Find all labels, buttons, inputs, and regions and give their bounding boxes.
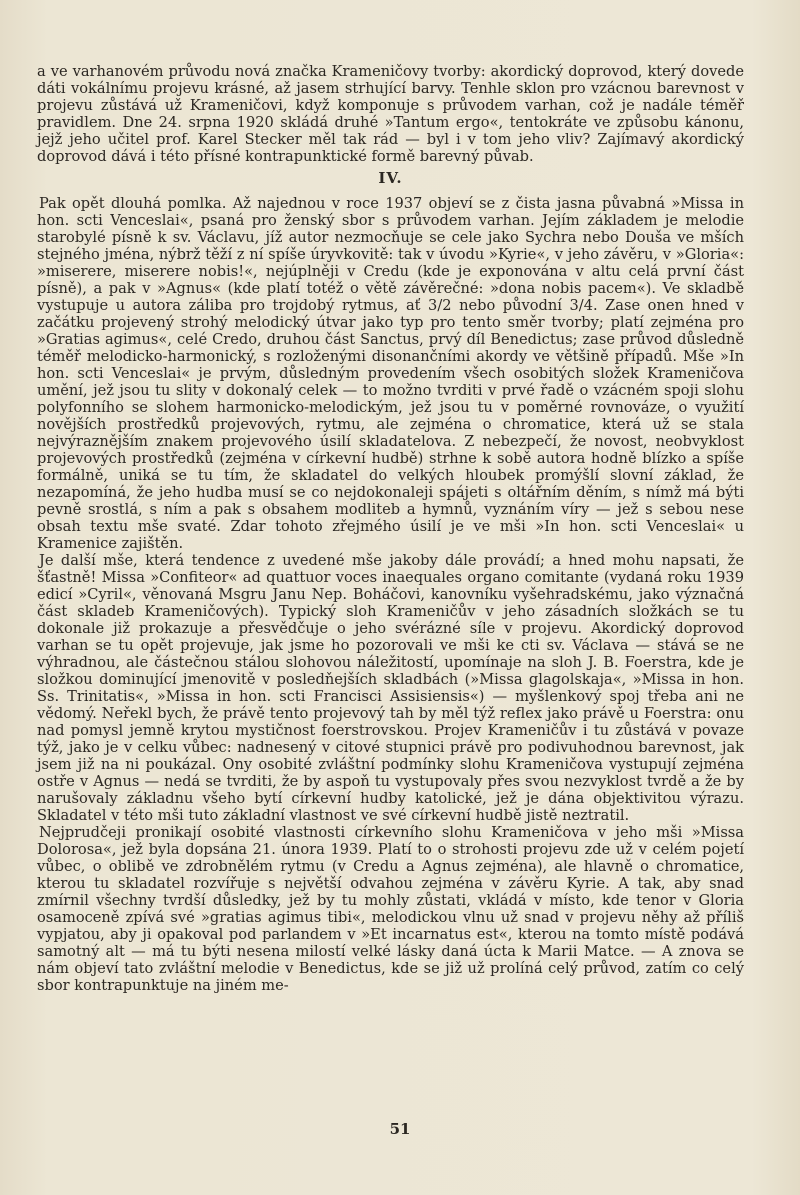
section-heading: IV. <box>378 169 403 187</box>
text-column <box>37 63 744 994</box>
paragraph-3: Je další mše, která tendence z uvedené mše jakoby dále provádí; a hned mohu napsati, že šťastně! Missa »Confiteor« ad quattuor voces inaequales organo comitante (vydaná roku 1939 edicí »Cyril«, věnovaná Msgru Janu Nep. Boháčovi, kanovníku vyšehradskému, jako význačná část skladeb Krameničových). Typický sloh Krameničův v jeho zásadních složkách se tu dokonale již prokazuje a přesvědčuje o jeho svérázné síle v projevu. Akordický doprovod varhan se tu opět projevuje, jak jsme ho pozorovali ve mši ke cti sv. Václava — stává se ne výhradnou, ale částečnou stálou slohovou náležitostí, upomínaje na sloh J. B. Foerstra, kde je složkou dominující jmenovitě v posledňejších skladbách (»Missa glagolskaja«, »Missa in hon. Ss. Trinitatis«, »Missa in hon. scti Francisci Assisiensis«) — myšlenkový spoj třeba ani ne vědomý. Neřekl bych, že právě tento projevový tah by měl týž reflex jako právě u Foerstra: onu nad pomysl jemně krytou mystičnost foerstrovskou. Projev Krameničův i tu zůstává v povaze týž, jako je v celku vůbec: nadnesený v citové stupnici právě pro podivuhodnou barevnost, jak jsem již na ni poukázal. Ony osobité zvláštní podmínky slohu Krameničova vystupují zejména ostře v Agnus — nedá se tvrditi, že by aspoň tu vystupovaly přes svou nezvyklost tvrdě a že by narušovaly základnu všeho bytí církevní hudby katolické, jež je dána objektivitou výrazu. Skladatel v této mši tuto základní vlastnost ve své církevní hudbě jistě neztratil. <box>37 552 744 824</box>
paragraph-2: Pak opět dlouhá pomlka. Až najednou v roce 1937 objeví se z čista jasna půvabná »Missa in hon. scti Venceslai«, psaná pro ženský sbor s průvodem varhan. Jejím základem je melodie starobylé písně k sv. Václavu, jíž autor nezmocňuje se cele jako Sychra nebo Douša ve mších stejného jména, nýbrž těží z ní spíše úryvkovitě: tak v úvodu »Kyrie«, v jeho závěru, v »Gloria«: »miserere, miserere nobis!«, nejúplněji v Credu (kde je exponována v altu celá první část písně), a pak v »Agnus« (kde platí totéž o větě závěrečné: »dona nobis pacem«). Ve skladbě vystupuje u autora záliba pro trojdobý rytmus, ať 3/2 nebo původní 3/4. Zase onen hned v začátku projevený strohý melodický útvar jako typ pro tento směr tvorby; platí zejména pro »Gratias agimus«, celé Credo, druhou část Sanctus, prvý díl Benedictus; zase průvod důsledně téměř melodicko-harmonický, s rozloženými disonančními akordy ve většině případů. Mše »In hon. scti Venceslai« je prvým, důsledným provedením všech osobitých složek Krameničova umění, jež jsou tu slity v dokonalý celek — to možno tvrditi v prvé řadě o vzácném spoji slohu polyfonního se slohem harmonicko-melodickým, jež jsou tu v poměrné rovnováze, o využití novějších prostředků projevových, rytmu, ale zejména o chromatice, která už se stala nejvýraznějším znakem projevového úsilí skladatelova. Z nebezpečí, že novost, neobvyklost projevových prostředků (zejména v církevní hudbě) strhne k sobě autora hodně blízko a spíše formálně, uniká se tu tím, že skladatel do velkých hloubek promýšlí slovní základ, že nezapomíná, že jeho hudba musí se co nejdokonaleji spájeti s oltářním děním, s nímž má býti pevně srostlá, s ním a pak s obsahem modliteb a hymnů, vyznáním víry — jež s sebou nese obsah textu mše svaté. Zdar tohoto zřejmého úsilí je ve mši »In hon. scti Venceslai« u Kramenice zajištěn. <box>37 195 744 552</box>
paragraph-4: Nejprudčeji pronikají osobité vlastnosti církevního slohu Krameničova v jeho mši »Missa Dolorosa«, jež byla dopsána 21. února 1939. Platí to o strohosti projevu zde už v celém pojetí vůbec, o oblibě ve zdrobnělém rytmu (v Credu a Agnus zejména), ale hlavně o chromatice, kterou tu skladatel rozvířuje s největší odvahou zejména v závěru Kyrie. A tak, aby snad zmírnil všechny tvrdší důsledky, jež by tu mohly zůstati, vkládá v místo, kde tenor v Gloria osamoceně zpívá své »gratias agimus tibi«, melodickou vlnu už snad v projevu něhy až příliš vypjatou, aby ji opakoval pod parlandem v »Et incarnatus est«, kterou na tomto místě podává samotný alt — má tu býti nesena milostí velké lásky daná úcta k Marii Matce. — A znova se nám objeví tato zvláštní melodie v Benedictus, kde se již už prolíná celý průvod, zatím co celý sbor kontrapunktuje na jiném me- <box>37 824 744 994</box>
page-number: 51 <box>389 1120 411 1138</box>
paragraph-1: a ve varhanovém průvodu nová značka Krameničovy tvorby: akordický doprovod, který dovede dáti vokálnímu projevu krásné, až jasem strhující barvy. Tenhle sklon pro vzácnou barevnost v projevu zůstává už Krameničovi, když komponuje s průvodem varhan, což je nadále téměř pravidlem. Dne 24. srpna 1920 skládá druhé »Tantum ergo«, tentokráte ve způsobu kánonu, jejž jeho učitel prof. Karel Stecker měl tak rád — byl i v tom jeho vliv? Zajímavý akordický doprovod dává i této přísné kontrapunktické formě barevný půvab. <box>37 63 744 165</box>
